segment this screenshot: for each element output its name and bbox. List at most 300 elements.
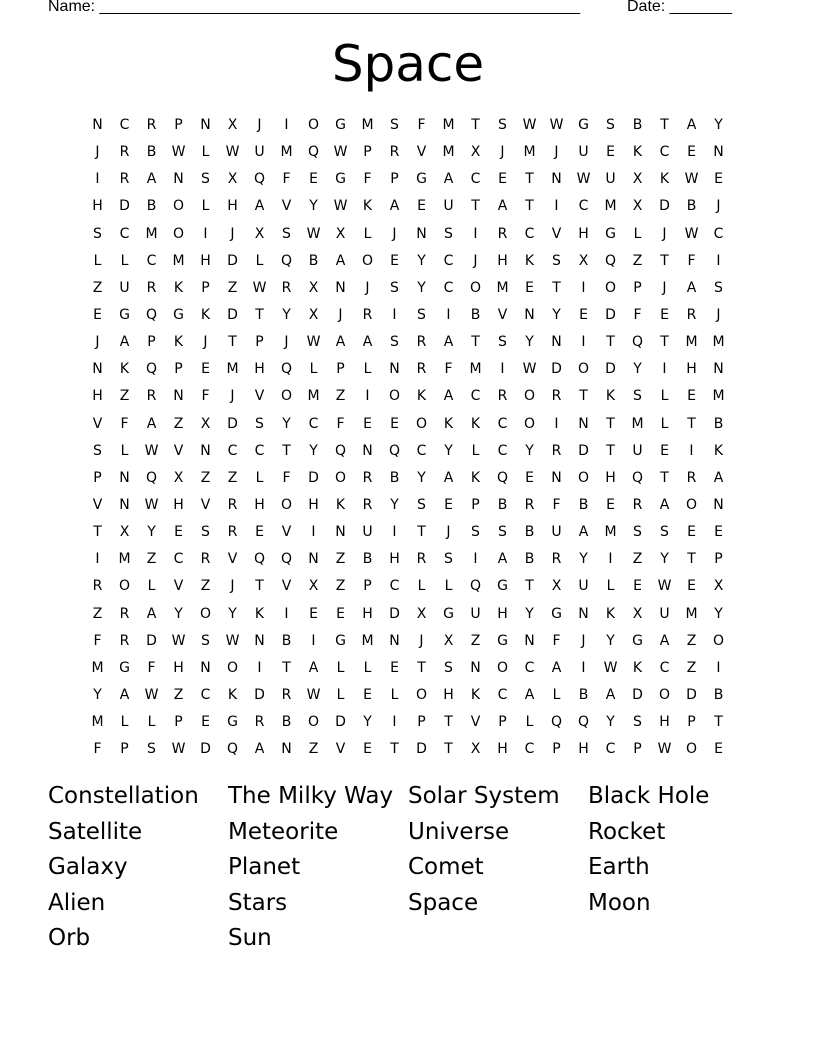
grid-cell: E: [714, 171, 723, 188]
grid-cell: C: [416, 442, 427, 459]
grid-cell: A: [146, 605, 157, 622]
grid-cell: N: [389, 361, 400, 378]
grid-cell: C: [524, 225, 535, 242]
grid-cell: V: [470, 714, 481, 731]
grid-cell: C: [443, 279, 454, 296]
grid-cell: C: [659, 659, 670, 676]
grid-cell: E: [714, 741, 723, 758]
grid-cell: K: [200, 306, 211, 323]
grid-cell: C: [605, 741, 616, 758]
grid-cell: L: [255, 252, 264, 269]
grid-cell: S: [498, 117, 507, 133]
grid-cell: S: [444, 659, 453, 676]
grid-cell: C: [497, 442, 508, 459]
grid-cell: V: [497, 306, 508, 323]
grid-cell: Z: [173, 415, 184, 432]
grid-cell: S: [444, 551, 453, 568]
grid-cell: W: [144, 442, 159, 459]
grid-cell: Z: [686, 659, 697, 676]
grid-cell: Z: [632, 252, 643, 269]
grid-cell: G: [416, 171, 427, 188]
grid-row: [84, 439, 732, 466]
grid-cell: T: [471, 334, 480, 351]
grid-cell: W: [549, 117, 564, 133]
grid-cell: H: [254, 496, 265, 513]
grid-cell: S: [552, 252, 561, 269]
grid-cell: S: [390, 117, 399, 133]
grid-cell: R: [632, 496, 643, 513]
grid-row: [84, 683, 732, 710]
grid-cell: B: [281, 714, 292, 731]
grid-cell: J: [257, 117, 262, 133]
grid-cell: Y: [93, 686, 102, 703]
grid-cell: R: [146, 279, 157, 296]
grid-cell: H: [497, 252, 508, 269]
grid-cell: N: [308, 551, 319, 568]
grid-cell: C: [497, 415, 508, 432]
grid-cell: Q: [280, 361, 293, 378]
grid-cell: D: [119, 198, 130, 215]
grid-cell: V: [227, 551, 238, 568]
grid-cell: N: [200, 442, 211, 459]
grid-cell: K: [254, 605, 265, 622]
grid-cell: C: [200, 686, 211, 703]
letter-grid: [84, 113, 732, 764]
grid-cell: Y: [417, 469, 426, 486]
grid-cell: D: [227, 252, 238, 269]
grid-cell: L: [309, 361, 318, 378]
word-list-item: Sun: [228, 925, 272, 951]
grid-cell: P: [498, 714, 507, 731]
grid-cell: R: [227, 524, 238, 541]
grid-row: [84, 194, 732, 221]
grid-cell: R: [200, 551, 211, 568]
grid-cell: P: [363, 144, 372, 161]
grid-cell: W: [252, 279, 267, 296]
grid-cell: X: [632, 171, 643, 188]
grid-cell: O: [712, 632, 725, 649]
grid-cell: Q: [496, 469, 509, 486]
grid-cell: C: [470, 171, 481, 188]
grid-cell: X: [470, 144, 481, 161]
name-field: Name: ______________________________________________________: [48, 0, 581, 15]
grid-cell: L: [417, 578, 426, 595]
grid-cell: L: [147, 714, 156, 731]
grid-cell: Y: [552, 306, 561, 323]
grid-cell: Z: [335, 388, 346, 405]
grid-cell: F: [93, 741, 102, 758]
grid-cell: S: [93, 225, 102, 242]
grid-cell: N: [551, 171, 562, 188]
grid-cell: E: [687, 578, 696, 595]
grid-cell: O: [523, 388, 536, 405]
grid-cell: I: [95, 171, 100, 188]
grid-cell: P: [471, 496, 480, 513]
grid-cell: O: [280, 388, 293, 405]
grid-cell: X: [713, 578, 724, 595]
grid-cell: U: [605, 171, 616, 188]
grid-cell: T: [525, 171, 534, 188]
grid-cell: L: [336, 686, 345, 703]
grid-cell: S: [660, 524, 669, 541]
grid-cell: T: [228, 334, 237, 351]
grid-cell: J: [473, 252, 478, 269]
word-list-item: Orb: [48, 925, 91, 951]
grid-cell: E: [606, 496, 615, 513]
grid-cell: M: [442, 144, 455, 161]
grid-cell: U: [551, 524, 562, 541]
grid-cell: T: [606, 334, 615, 351]
grid-cell: B: [578, 686, 589, 703]
header-row: [48, 0, 748, 20]
grid-cell: Y: [525, 334, 534, 351]
grid-cell: M: [361, 117, 374, 133]
grid-cell: B: [632, 117, 643, 133]
grid-cell: J: [95, 144, 100, 161]
grid-cell: X: [227, 171, 238, 188]
grid-cell: G: [497, 578, 508, 595]
grid-cell: E: [660, 306, 669, 323]
grid-cell: Z: [632, 551, 643, 568]
grid-cell: F: [282, 469, 291, 486]
grid-cell: T: [687, 551, 696, 568]
grid-cell: X: [308, 578, 319, 595]
grid-cell: N: [119, 496, 130, 513]
grid-cell: R: [281, 279, 292, 296]
grid-cell: Y: [390, 496, 399, 513]
grid-cell: Q: [631, 334, 644, 351]
grid-cell: K: [605, 605, 616, 622]
grid-cell: F: [417, 117, 426, 133]
grid-cell: O: [685, 741, 698, 758]
grid-cell: E: [498, 171, 507, 188]
grid-cell: X: [551, 578, 562, 595]
grid-cell: L: [525, 714, 534, 731]
grid-row: [84, 303, 732, 330]
grid-cell: Y: [606, 632, 615, 649]
grid-cell: W: [171, 632, 186, 649]
grid-cell: Q: [253, 171, 266, 188]
grid-cell: E: [606, 144, 615, 161]
grid-cell: F: [147, 659, 156, 676]
grid-cell: Y: [228, 605, 237, 622]
grid-cell: W: [306, 225, 321, 242]
grid-cell: V: [335, 741, 346, 758]
grid-cell: O: [226, 659, 239, 676]
grid-cell: A: [119, 686, 130, 703]
grid-cell: X: [632, 605, 643, 622]
grid-cell: D: [686, 686, 697, 703]
grid-cell: Q: [577, 714, 590, 731]
grid-cell: O: [118, 578, 131, 595]
grid-cell: M: [631, 415, 644, 432]
grid-cell: X: [308, 279, 319, 296]
grid-cell: M: [685, 334, 698, 351]
grid-cell: F: [282, 171, 291, 188]
grid-cell: M: [361, 632, 374, 649]
grid-cell: G: [497, 632, 508, 649]
grid-cell: S: [498, 334, 507, 351]
grid-cell: O: [199, 605, 212, 622]
grid-cell: N: [416, 225, 427, 242]
grid-cell: H: [200, 252, 211, 269]
word-list-item: The Milky Way: [228, 783, 394, 809]
grid-cell: J: [716, 306, 721, 323]
grid-cell: S: [93, 442, 102, 459]
grid-cell: K: [470, 415, 481, 432]
grid-cell: T: [606, 442, 615, 459]
grid-cell: N: [92, 361, 103, 378]
grid-cell: P: [633, 279, 642, 296]
grid-cell: M: [469, 361, 482, 378]
word-list-item: Alien: [48, 889, 106, 916]
grid-cell: O: [523, 415, 536, 432]
grid-cell: D: [416, 741, 427, 758]
grid-cell: M: [604, 198, 617, 215]
grid-cell: J: [554, 144, 559, 161]
grid-cell: O: [685, 496, 698, 513]
grid-cell: V: [416, 144, 427, 161]
grid-cell: B: [308, 252, 319, 269]
grid-cell: M: [307, 388, 320, 405]
grid-cell: Z: [227, 469, 238, 486]
grid-cell: I: [392, 714, 397, 731]
grid-cell: W: [576, 171, 591, 188]
grid-cell: C: [119, 117, 130, 133]
page-title: Space: [331, 35, 485, 93]
grid-cell: W: [144, 496, 159, 513]
grid-cell: A: [605, 686, 616, 703]
grid-cell: E: [390, 659, 399, 676]
grid-cell: H: [389, 551, 400, 568]
grid-cell: K: [605, 388, 616, 405]
grid-cell: H: [362, 605, 373, 622]
grid-cell: N: [335, 524, 346, 541]
grid-cell: X: [470, 741, 481, 758]
grid-cell: T: [444, 714, 453, 731]
grid-cell: G: [119, 659, 130, 676]
grid-cell: Z: [92, 279, 103, 296]
grid-cell: E: [633, 578, 642, 595]
grid-cell: Y: [714, 117, 723, 133]
grid-cell: M: [442, 117, 455, 133]
grid-cell: B: [713, 686, 724, 703]
grid-cell: H: [686, 361, 697, 378]
grid-cell: H: [227, 198, 238, 215]
grid-cell: W: [657, 741, 672, 758]
grid-cell: A: [362, 334, 373, 351]
word-list-item: Rocket: [588, 818, 666, 845]
grid-cell: C: [173, 551, 184, 568]
grid-cell: V: [281, 578, 292, 595]
grid-cell: S: [714, 279, 723, 296]
grid-cell: L: [255, 469, 264, 486]
grid-row: [84, 466, 732, 493]
grid-cell: T: [417, 524, 426, 541]
grid-cell: A: [578, 524, 589, 541]
grid-cell: A: [497, 198, 508, 215]
grid-cell: F: [444, 361, 453, 378]
grid-cell: B: [686, 198, 697, 215]
grid-cell: E: [687, 524, 696, 541]
grid-cell: U: [254, 144, 265, 161]
grid-cell: G: [335, 117, 346, 133]
grid-cell: A: [713, 469, 724, 486]
grid-cell: N: [578, 415, 589, 432]
grid-cell: L: [444, 578, 453, 595]
grid-cell: D: [578, 442, 589, 459]
grid-cell: H: [254, 361, 265, 378]
grid-cell: Z: [470, 632, 481, 649]
grid-cell: O: [307, 714, 320, 731]
grid-cell: E: [336, 605, 345, 622]
grid-cell: M: [712, 334, 725, 351]
grid-cell: R: [254, 714, 265, 731]
grid-cell: R: [119, 632, 130, 649]
grid-cell: B: [146, 198, 157, 215]
grid-cell: Z: [92, 605, 103, 622]
grid-cell: X: [119, 524, 130, 541]
grid-cell: W: [144, 686, 159, 703]
grid-cell: L: [336, 659, 345, 676]
grid-cell: P: [147, 334, 156, 351]
grid-cell: E: [309, 171, 318, 188]
grid-cell: C: [470, 388, 481, 405]
grid-cell: W: [684, 171, 699, 188]
grid-cell: R: [362, 496, 373, 513]
grid-cell: O: [577, 469, 590, 486]
grid-cell: R: [281, 686, 292, 703]
grid-cell: G: [443, 605, 454, 622]
grid-cell: J: [581, 632, 586, 649]
grid-cell: C: [443, 252, 454, 269]
word-list-item: Meteorite: [228, 818, 339, 845]
grid-cell: N: [119, 469, 130, 486]
grid-cell: T: [282, 659, 291, 676]
grid-cell: U: [632, 442, 643, 459]
grid-cell: Q: [145, 306, 158, 323]
grid-cell: X: [632, 198, 643, 215]
grid-cell: J: [230, 578, 235, 595]
grid-cell: F: [336, 415, 345, 432]
grid-cell: N: [713, 496, 724, 513]
grid-cell: C: [119, 225, 130, 242]
grid-cell: D: [254, 686, 265, 703]
grid-cell: X: [335, 225, 346, 242]
grid-cell: R: [227, 496, 238, 513]
grid-cell: W: [657, 578, 672, 595]
grid-row: [84, 656, 732, 683]
grid-cell: P: [120, 741, 129, 758]
grid-cell: R: [497, 225, 508, 242]
grid-cell: F: [363, 171, 372, 188]
grid-cell: N: [254, 632, 265, 649]
grid-cell: T: [660, 117, 669, 133]
grid-cell: A: [686, 117, 697, 133]
grid-cell: A: [443, 469, 454, 486]
grid-cell: L: [471, 442, 480, 459]
word-list-item: Solar System: [408, 783, 560, 809]
word-list-item: Satellite: [48, 818, 143, 845]
grid-cell: I: [392, 524, 397, 541]
grid-cell: P: [336, 361, 345, 378]
grid-cell: W: [225, 632, 240, 649]
grid-cell: V: [254, 388, 265, 405]
grid-cell: P: [255, 334, 264, 351]
word-list-item: Planet: [228, 854, 301, 880]
grid-cell: H: [578, 741, 589, 758]
grid-cell: L: [201, 144, 210, 161]
grid-cell: Q: [280, 551, 293, 568]
word-list-item: Black Hole: [588, 783, 710, 809]
grid-cell: K: [524, 252, 535, 269]
grid-row: [84, 384, 732, 411]
grid-cell: U: [362, 524, 373, 541]
grid-cell: S: [633, 524, 642, 541]
word-list-item: Moon: [588, 889, 651, 916]
grid-cell: R: [362, 469, 373, 486]
grid-cell: E: [417, 198, 426, 215]
grid-cell: K: [713, 442, 724, 459]
grid-cell: G: [227, 714, 238, 731]
grid-cell: B: [497, 496, 508, 513]
grid-cell: Y: [309, 442, 318, 459]
grid-cell: O: [415, 415, 428, 432]
grid-cell: X: [200, 415, 211, 432]
grid-cell: T: [714, 714, 723, 731]
grid-cell: Q: [631, 469, 644, 486]
grid-cell: E: [390, 415, 399, 432]
grid-cell: Z: [335, 551, 346, 568]
grid-cell: J: [500, 144, 505, 161]
grid-cell: P: [174, 361, 183, 378]
grid-cell: V: [551, 225, 562, 242]
grid-cell: R: [119, 171, 130, 188]
grid-cell: L: [363, 361, 372, 378]
grid-cell: T: [606, 415, 615, 432]
grid-cell: J: [230, 388, 235, 405]
grid-cell: K: [173, 279, 184, 296]
grid-cell: G: [119, 306, 130, 323]
grid-cell: A: [308, 659, 319, 676]
grid-cell: O: [172, 198, 185, 215]
grid-cell: A: [443, 171, 454, 188]
grid-cell: T: [660, 252, 669, 269]
grid-cell: E: [174, 524, 183, 541]
grid-cell: Z: [308, 741, 319, 758]
grid-cell: I: [311, 632, 316, 649]
grid-cell: D: [659, 198, 670, 215]
grid-cell: J: [662, 225, 667, 242]
grid-cell: D: [605, 361, 616, 378]
word-list-item: Galaxy: [48, 854, 128, 880]
grid-cell: R: [497, 388, 508, 405]
grid-cell: O: [604, 279, 617, 296]
grid-cell: M: [604, 524, 617, 541]
grid-cell: T: [525, 198, 534, 215]
grid-cell: J: [419, 632, 424, 649]
grid-cell: R: [524, 496, 535, 513]
grid-cell: Q: [388, 442, 401, 459]
grid-cell: K: [173, 334, 184, 351]
grid-cell: L: [390, 686, 399, 703]
grid-cell: I: [203, 225, 208, 242]
grid-cell: B: [713, 415, 724, 432]
grid-cell: A: [389, 198, 400, 215]
grid-cell: Q: [550, 714, 563, 731]
grid-cell: E: [525, 469, 534, 486]
grid-cell: A: [146, 415, 157, 432]
